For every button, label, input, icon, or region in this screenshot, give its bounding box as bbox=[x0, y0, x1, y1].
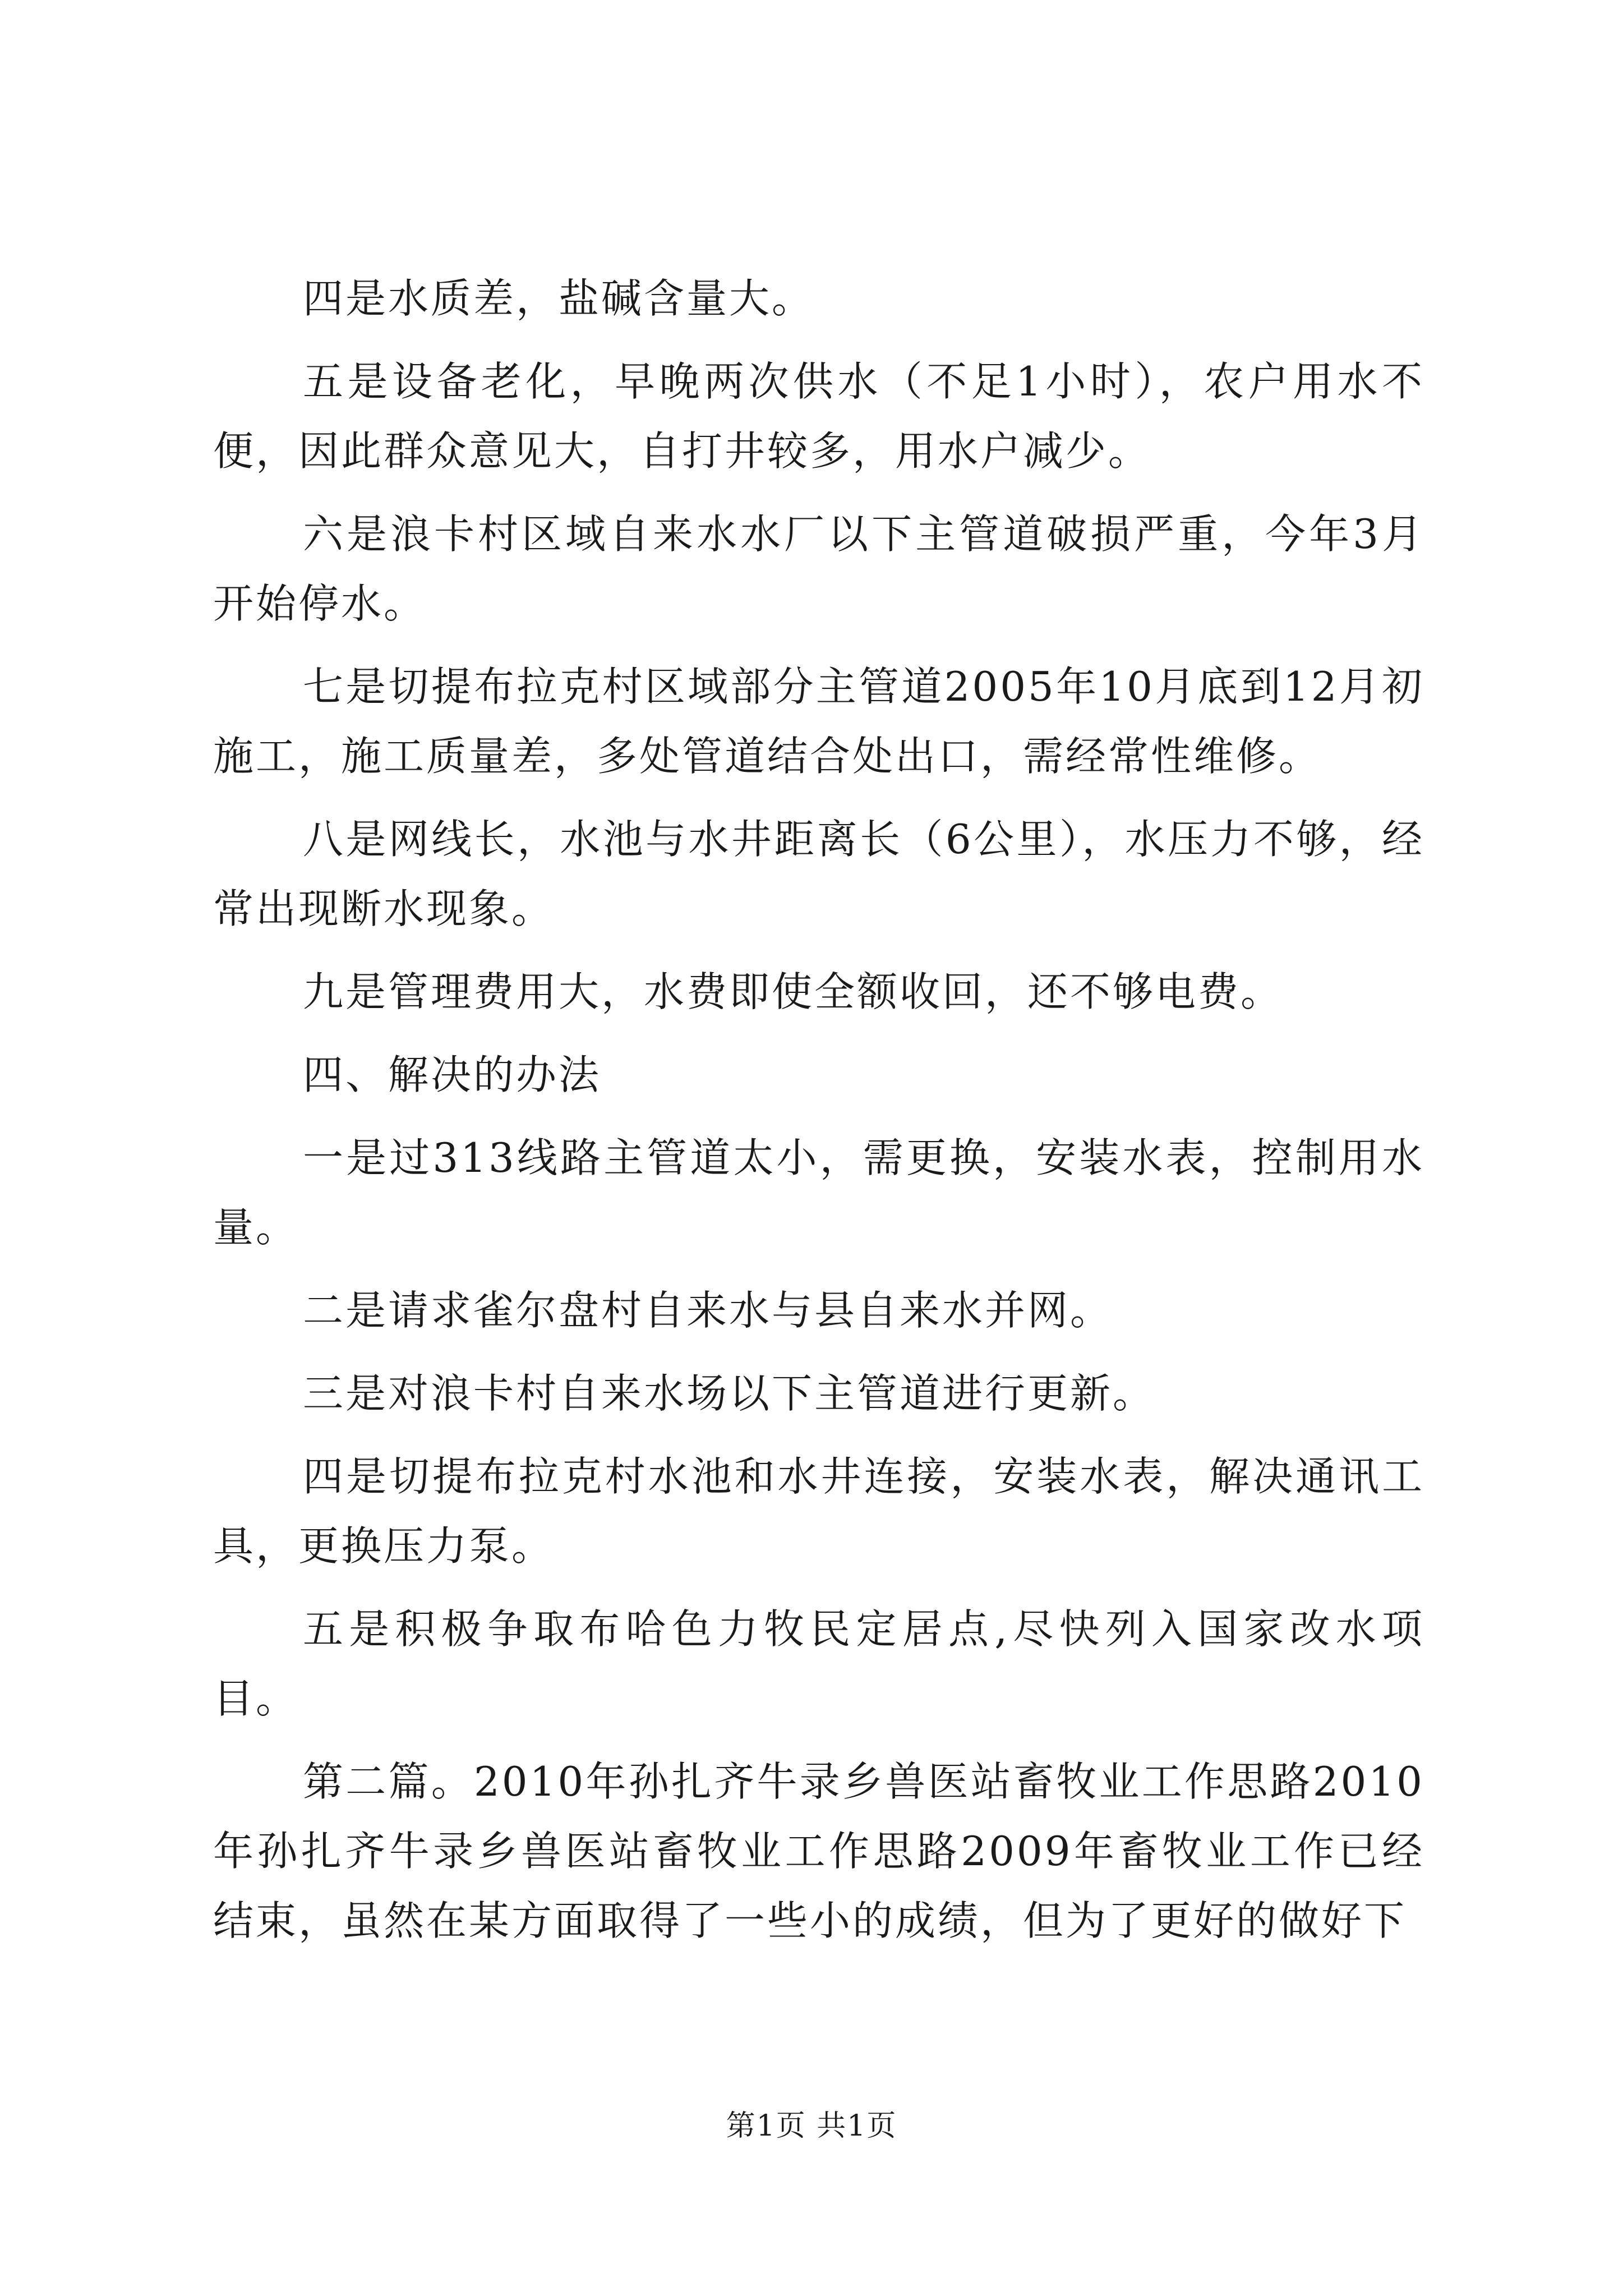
page-footer: 第1页 共1页 bbox=[726, 2109, 897, 2143]
paragraph: 六是浪卡村区域自来水水厂以下主管道破损严重，今年3月开始停水。 bbox=[213, 510, 1424, 627]
section-heading: 四、解决的办法 bbox=[303, 1051, 602, 1098]
paragraph: 二是请求雀尔盘村自来水与县自来水并网。 bbox=[303, 1287, 1113, 1334]
paragraph: 一是过313线路主管道太小，需更换，安装水表，控制用水量。 bbox=[213, 1134, 1424, 1251]
paragraph: 四是切提布拉克村水池和水井连接，安装水表，解决通讯工具，更换压力泵。 bbox=[213, 1453, 1424, 1570]
paragraph: 九是管理费用大，水费即使全额收回，还不够电费。 bbox=[303, 968, 1284, 1015]
paragraph: 五是设备老化，早晚两次供水（不足1小时），农户用水不便，因此群众意见大，自打井较多，用水户减少。 bbox=[213, 358, 1424, 475]
paragraph: 七是切提布拉克村区域部分主管道2005年10月底到12月初施工，施工质量差，多处管道结合处出口，需经常性维修。 bbox=[213, 663, 1424, 780]
document-body bbox=[213, 264, 1424, 1955]
paragraph: 五是积极争取布哈色力牧民定居点,尽快列入国家改水项目。 bbox=[213, 1605, 1424, 1722]
paragraph: 四是水质差，盐碱含量大。 bbox=[303, 275, 815, 322]
paragraph: 三是对浪卡村自来水场以下主管道进行更新。 bbox=[303, 1370, 1156, 1417]
paragraph: 八是网线长，水池与水井距离长（6公里），水压力不够，经常出现断水现象。 bbox=[213, 816, 1424, 932]
paragraph: 第二篇。2010年孙扎齐牛录乡兽医站畜牧业工作思路2010年孙扎齐牛录乡兽医站畜牧业工作思路2009年畜牧业工作已经结束，虽然在某方面取得了一些小的成绩，但为了更好的做好下 bbox=[213, 1758, 1424, 1944]
